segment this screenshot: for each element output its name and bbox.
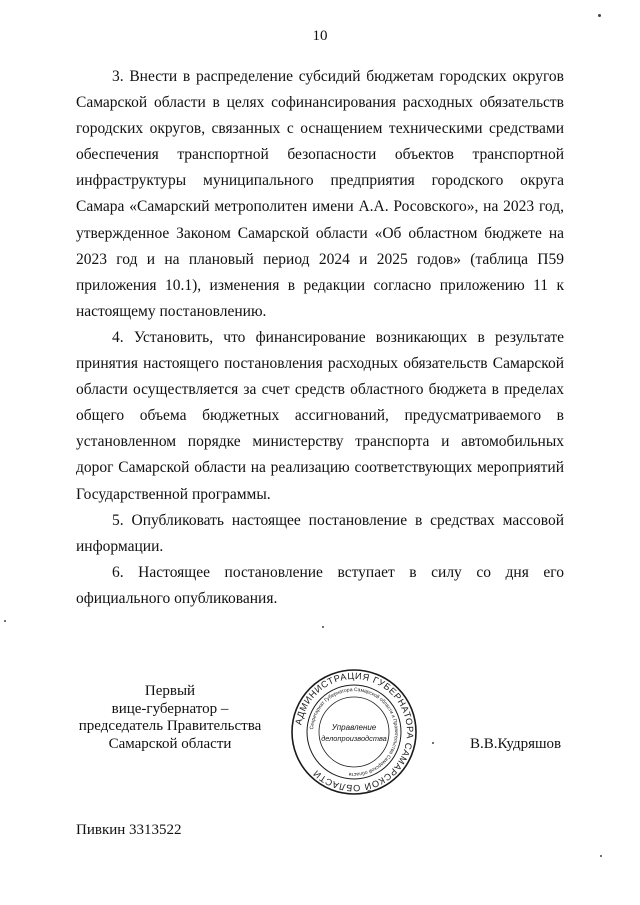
signer-title-line: Самарской области [108,735,232,752]
official-stamp [290,668,418,796]
stamp-inner-text: Секретариат Губернатора Самарской области и Правительства Самарской области [309,686,400,778]
signer-title-line: вице-губернатор – [111,700,229,717]
document-body [76,64,564,612]
paragraph-3: 3. Внести в распределение субсидий бюджетам городских округов Самарской области в целях софинансирования расходных обязательств городских округов, связанных с оснащением техническими средствами обеспечения транспортной безопасности объектов транспортной инфраструктуры муниципального предприятия городского округа Самара «Самарский метрополитен имени А.А. Росовского», на 2023 год, утвержденное Законом Самарской области «Об областном бюджете на 2023 год и на плановый период 2024 и 2025 годов» (таблица П59 приложения 10.1), изменения в редакции согласно приложению 11 к настоящему постановлению. [76,68,564,320]
signer-title [70,683,270,753]
scan-speck [4,620,6,622]
stamp-center-line: Управление [331,723,377,732]
stamp-outer-text: АДМИНИСТРАЦИЯ ГУБЕРНАТОРА САМАРСКОЙ ОБЛАСТИ [293,670,416,794]
stamp-center-line: делопроизводства [321,734,387,743]
signer-name: В.В.Кудряшов [470,736,562,752]
executor-note: Пивкин 3313522 [76,822,182,838]
signer-title-line: председатель Правительства [78,718,262,734]
paragraph-5: 5. Опубликовать настоящее постановление в средствах массовой информации. [76,511,564,555]
scan-speck [432,742,434,744]
page-number: 10 [312,28,328,44]
paragraph-6: 6. Настоящее постановление вступает в силу со дня его официального опубликования. [76,563,564,607]
scan-speck [322,626,324,628]
paragraph-4: 4. Установить, что финансирование возникающих в результате принятия настоящего постановления расходных обязательств Самарской области осуществляется за счет средств областного бюджета в пределах общего объема бюджетных ассигнований, предусматриваемого в установленном порядке министерству транспорта и автомобильных дорог Самарской области на реализацию соответствующих мероприятий Государственной программы. [76,328,564,503]
scan-speck [600,855,602,857]
scan-speck [598,14,601,17]
signer-title-line: Первый [144,683,196,699]
